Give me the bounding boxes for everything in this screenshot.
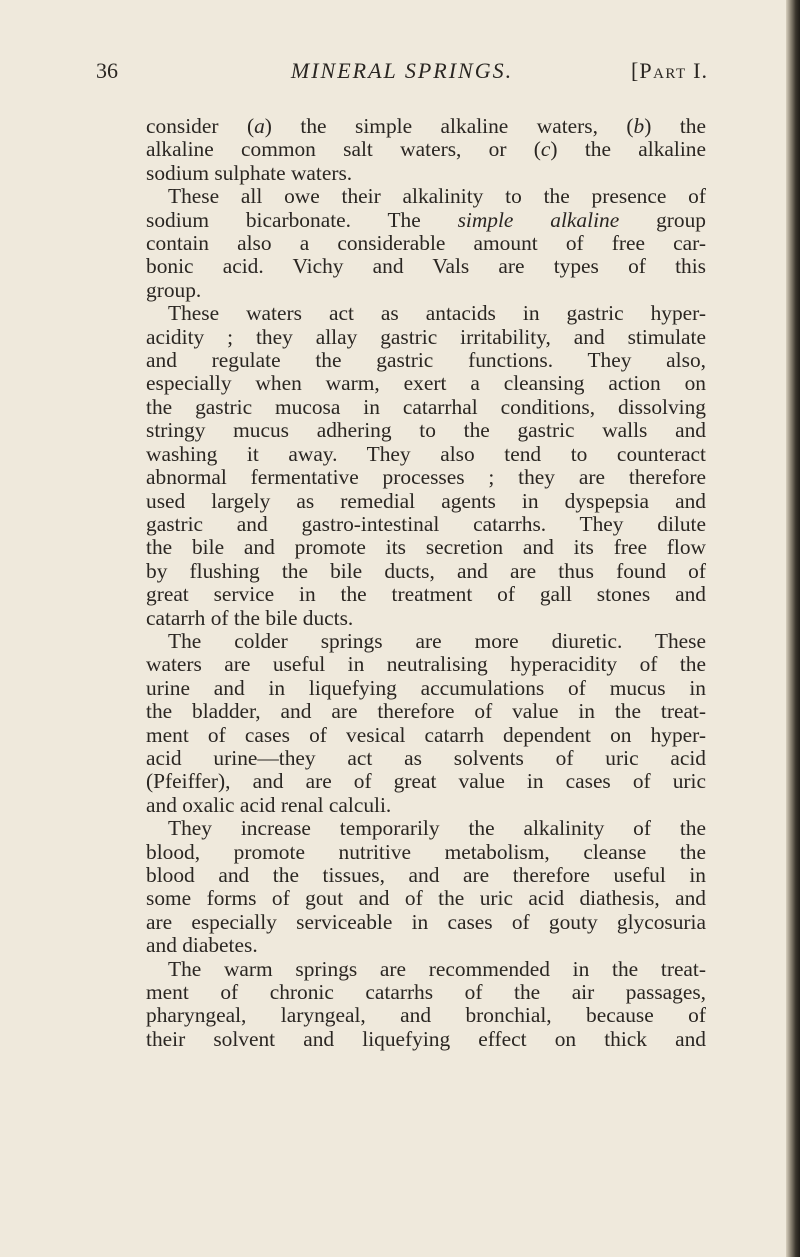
text-line — [124, 934, 706, 957]
text-segment: pharyngeal, laryngeal, and bronchial, because of — [146, 1003, 706, 1028]
paragraph — [124, 302, 706, 630]
text-line — [124, 583, 706, 606]
text-segment: acid urine—they act as solvents of uric acid — [146, 745, 706, 770]
text-segment: ) the — [644, 114, 706, 138]
page-number: 36 — [96, 58, 118, 83]
text-segment: catarrh of the bile ducts. — [146, 605, 354, 630]
text-line — [124, 302, 706, 325]
part-label-word: Part — [639, 58, 687, 83]
paragraph — [124, 115, 706, 185]
text-line — [124, 419, 706, 442]
text-segment: The warm springs are recommended in the treat- — [168, 956, 706, 981]
text-line — [124, 466, 706, 489]
text-segment: by flushing the bile ducts, and are thus found of — [146, 558, 706, 583]
text-line — [124, 1004, 706, 1027]
text-line — [124, 770, 706, 793]
text-line — [124, 372, 706, 395]
text-line — [124, 607, 706, 630]
text-segment: ment of chronic catarrhs of the air passages, — [146, 980, 706, 1005]
page-header — [96, 58, 708, 92]
text-segment: ment of cases of vesical catarrh dependent on hyper- — [146, 722, 706, 747]
paragraph — [124, 630, 706, 817]
text-segment: are especially serviceable in cases of gouty glycosuria — [146, 909, 706, 934]
text-segment: their solvent and liquefying effect on thick and — [146, 1026, 706, 1051]
text-segment: ) the alkaline — [550, 137, 706, 162]
text-segment: the bile and promote its secretion and its free flow — [146, 535, 706, 560]
text-segment: urine and in liquefying accumulations of mucus in — [146, 675, 706, 700]
text-line — [124, 326, 706, 349]
part-label-number: I. — [686, 58, 708, 83]
text-segment: blood, promote nutritive metabolism, cleanse the — [146, 839, 706, 864]
text-line — [124, 747, 706, 770]
text-line — [124, 138, 706, 161]
text-line — [124, 513, 706, 536]
italic-text: simple alkaline — [457, 207, 620, 232]
text-line — [124, 981, 706, 1004]
text-segment: abnormal fermentative processes ; they are therefore — [146, 465, 706, 490]
text-line — [124, 349, 706, 372]
italic-text: c — [540, 137, 551, 162]
text-line — [124, 817, 706, 840]
text-line — [124, 958, 706, 981]
text-segment: These all owe their alkalinity to the presence of — [168, 184, 706, 209]
text-segment: great service in the treatment of gall stones and — [146, 582, 706, 607]
text-line — [124, 700, 706, 723]
text-segment: sodium sulphate waters. — [146, 160, 353, 185]
text-line — [124, 677, 706, 700]
text-segment: They increase temporarily the alkalinity of the — [168, 816, 706, 841]
text-line — [124, 724, 706, 747]
text-segment: acidity ; they allay gastric irritability, and stimulate — [146, 324, 706, 349]
text-line — [124, 279, 706, 302]
text-segment: These waters act as antacids in gastric hyper- — [168, 301, 706, 326]
text-segment: bonic acid. Vichy and Vals are types of this — [146, 254, 706, 279]
italic-text: a — [254, 114, 265, 138]
text-segment: and diabetes. — [146, 933, 258, 958]
text-segment: washing it away. They also tend to counteract — [146, 441, 706, 466]
text-segment: some forms of gout and of the uric acid diathesis, and — [146, 886, 706, 911]
running-title: MINERAL SPRINGS. — [290, 58, 514, 83]
text-line — [124, 630, 706, 653]
text-line — [124, 887, 706, 910]
text-segment: used largely as remedial agents in dyspepsia and — [146, 488, 706, 513]
text-segment: the gastric mucosa in catarrhal conditions, dissolving — [146, 394, 706, 419]
paragraph — [124, 185, 706, 302]
paragraph — [124, 817, 706, 957]
text-segment: and oxalic acid renal calculi. — [146, 792, 392, 817]
paragraph — [124, 958, 706, 1052]
scan-edge — [786, 0, 800, 1257]
text-line — [124, 490, 706, 513]
text-line — [124, 864, 706, 887]
text-line — [124, 653, 706, 676]
text-segment: waters are useful in neutralising hyperacidity of the — [146, 652, 706, 677]
text-line — [124, 1028, 706, 1051]
text-line — [124, 911, 706, 934]
text-segment: alkaline common salt waters, or ( — [146, 137, 541, 162]
text-segment: The colder springs are more diuretic. These — [168, 628, 706, 653]
text-line — [124, 794, 706, 817]
text-line — [124, 560, 706, 583]
part-label-bracket: [ — [631, 58, 640, 83]
text-line — [124, 255, 706, 278]
text-segment: stringy mucus adhering to the gastric walls and — [146, 418, 706, 443]
text-line — [124, 115, 706, 138]
text-segment: ) the simple alkaline waters, ( — [264, 114, 634, 138]
text-segment: gastric and gastro-intestinal catarrhs. They dilute — [146, 511, 706, 536]
text-segment: blood and the tissues, and are therefore useful in — [146, 863, 706, 887]
text-line — [124, 162, 706, 185]
text-line — [124, 185, 706, 208]
text-segment: group — [619, 207, 706, 232]
text-segment: group. — [146, 277, 202, 302]
text-segment: sodium bicarbonate. The — [146, 207, 458, 232]
text-line — [124, 841, 706, 864]
italic-text: b — [633, 114, 645, 138]
text-segment: (Pfeiffer), and are of great value in cases of uric — [146, 769, 706, 794]
text-segment: especially when warm, exert a cleansing action on — [146, 371, 706, 396]
text-line — [124, 232, 706, 255]
text-line — [124, 209, 706, 232]
text-segment: consider ( — [146, 114, 255, 138]
text-line — [124, 396, 706, 419]
text-segment: and regulate the gastric functions. They also, — [146, 348, 706, 373]
text-line — [124, 443, 706, 466]
text-line — [124, 536, 706, 559]
text-segment: the bladder, and are therefore of value in the treat- — [146, 699, 706, 724]
body-text — [124, 115, 706, 1051]
part-label — [631, 58, 708, 84]
text-segment: contain also a considerable amount of free car- — [146, 231, 706, 256]
